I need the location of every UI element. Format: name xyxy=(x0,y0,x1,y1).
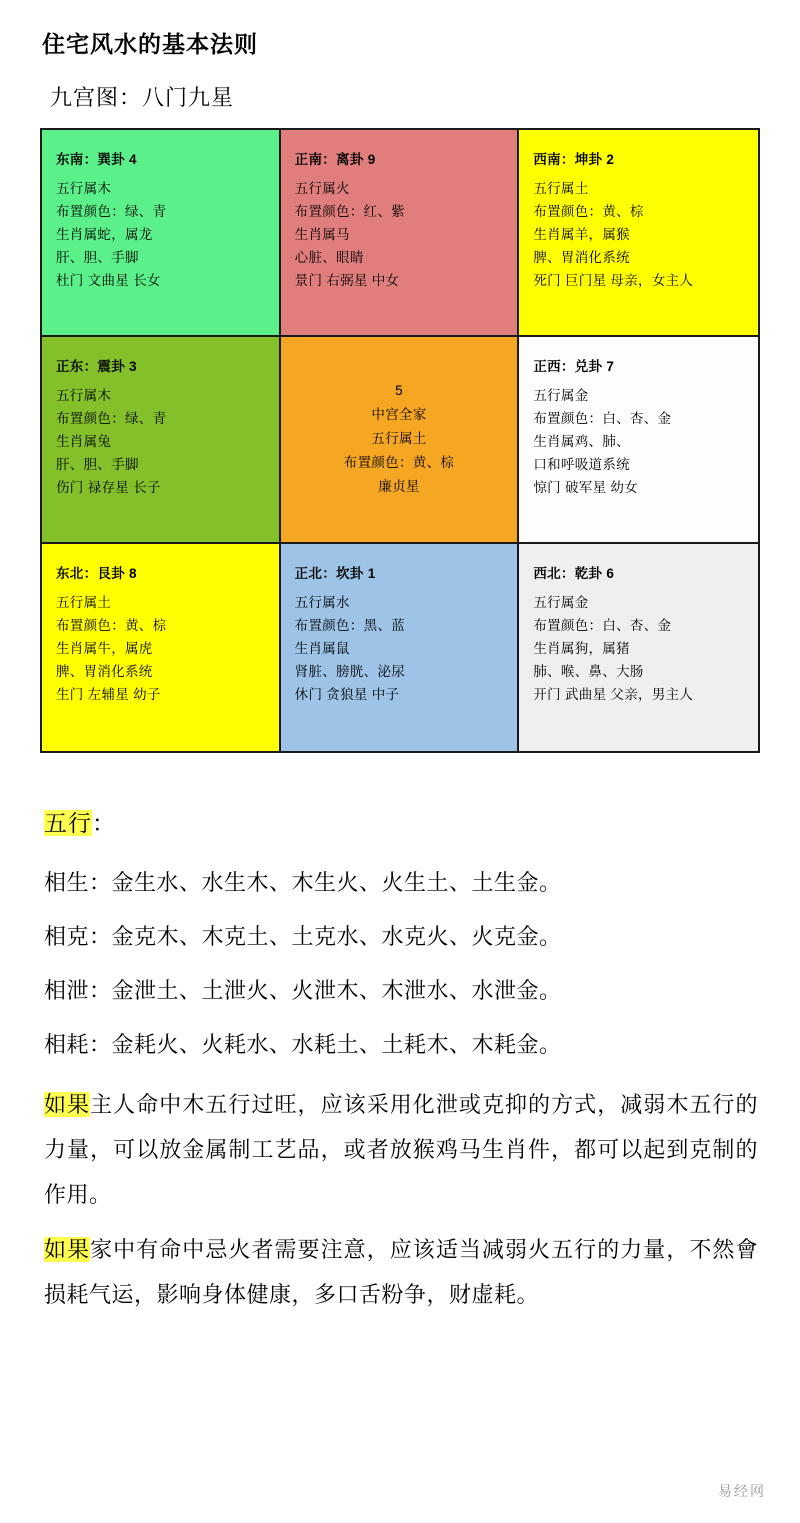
cell-line: 布置颜色：黄、棕 xyxy=(56,618,167,633)
cell-line: 心脏、眼睛 xyxy=(294,250,364,265)
cell-line: 五行属金 xyxy=(533,595,589,610)
cell-line: 休门 贪狼星 中子 xyxy=(294,687,400,702)
wuxing-heading-highlight: 五行 xyxy=(44,810,92,836)
section-subtitle: 九宫图：八门九星 xyxy=(50,85,235,110)
wuxing-heading xyxy=(44,805,760,838)
cell-line: 杜门 文曲星 长女 xyxy=(56,273,161,288)
paragraph-text: 家中有命中忌火者需要注意，应该适当减弱火五行的力量，不然會损耗气运，影响身体健康，多口舌粉争，财虚耗。 xyxy=(44,1237,758,1307)
cell-heading: 东南：巽卦 4 xyxy=(56,152,137,167)
cell-line: 布置颜色：黄、棕 xyxy=(343,455,455,470)
grid-cell-center xyxy=(281,337,520,544)
cell-heading: 东北：艮卦 8 xyxy=(56,566,137,581)
cell-line: 廉贞星 xyxy=(378,479,420,494)
paragraph-highlight: 如果 xyxy=(44,1092,91,1117)
cell-line: 惊门 破军星 幼女 xyxy=(533,480,639,495)
cell-heading: 西南：坤卦 2 xyxy=(533,152,615,167)
cell-line: 五行属金 xyxy=(533,388,589,403)
nine-palace-grid xyxy=(40,128,760,753)
cell-line: 布置颜色：白、杏、金 xyxy=(533,411,672,426)
cell-line: 生门 左辅星 幼子 xyxy=(56,687,161,702)
cell-line: 生肖属羊，属猴 xyxy=(533,227,630,242)
cell-line: 五行属木 xyxy=(56,181,112,196)
cell-heading: 正南：离卦 9 xyxy=(294,152,376,167)
cell-line: 生肖属兔 xyxy=(56,434,112,449)
relation-line-hao: 相耗：金耗火、火耗水、水耗土、土耗木、木耗金。 xyxy=(44,1032,562,1057)
cell-line: 生肖属狗，属猪 xyxy=(533,641,630,656)
cell-line: 生肖属鼠 xyxy=(294,641,350,656)
cell-line: 五行属土 xyxy=(56,595,112,610)
cell-line: 五行属土 xyxy=(371,431,427,446)
paragraph-text: 主人命中木五行过旺，应该采用化泄或克抑的方式，减弱木五行的力量，可以放金属制工艺品，或者放猴鸡马生肖件，都可以起到克制的作用。 xyxy=(44,1092,758,1207)
cell-line: 5 xyxy=(395,383,403,398)
paragraph-wood-excess xyxy=(44,1082,758,1217)
cell-line: 肝、胆、手脚 xyxy=(56,250,139,265)
grid-cell-north xyxy=(281,544,520,751)
relation-line-xie: 相泄：金泄土、土泄火、火泄木、木泄水、水泄金。 xyxy=(44,978,562,1003)
cell-line: 生肖属鸡、肺、 xyxy=(533,434,630,449)
cell-line: 中宫全家 xyxy=(371,407,427,422)
grid-cell-northwest xyxy=(519,544,758,751)
cell-line: 肺、喉、鼻、大肠 xyxy=(533,664,644,679)
cell-line: 布置颜色：红、紫 xyxy=(294,204,406,219)
relation-line-ke: 相克：金克木、木克土、土克水、水克火、火克金。 xyxy=(44,924,562,949)
relation-line-sheng: 相生：金生水、水生木、木生火、火生土、土生金。 xyxy=(44,870,562,895)
wuxing-heading-rest: ： xyxy=(92,810,116,836)
cell-heading: 西北：乾卦 6 xyxy=(533,566,615,581)
cell-line: 脾、胃消化系统 xyxy=(56,664,153,679)
cell-line: 开门 武曲星 父亲，男主人 xyxy=(533,687,694,702)
page-title: 住宅风水的基本法则 xyxy=(42,31,258,57)
cell-line: 五行属木 xyxy=(56,388,112,403)
grid-cell-east xyxy=(42,337,281,544)
cell-line: 布置颜色：白、杏、金 xyxy=(533,618,672,633)
cell-line: 生肖属蛇，属龙 xyxy=(56,227,153,242)
grid-cell-west xyxy=(519,337,758,544)
cell-line: 生肖属马 xyxy=(294,227,350,242)
cell-line: 布置颜色：绿、青 xyxy=(56,411,167,426)
cell-line: 布置颜色：黄、棕 xyxy=(533,204,644,219)
cell-line: 脾、胃消化系统 xyxy=(533,250,630,265)
cell-line: 五行属水 xyxy=(294,595,350,610)
grid-cell-southwest xyxy=(519,130,758,337)
cell-line: 伤门 禄存星 长子 xyxy=(56,480,161,495)
cell-line: 布置颜色：黑、蓝 xyxy=(294,618,406,633)
cell-line: 口和呼吸道系统 xyxy=(533,457,630,472)
cell-line: 肝、胆、手脚 xyxy=(56,457,139,472)
cell-line: 布置颜色：绿、青 xyxy=(56,204,167,219)
cell-line: 五行属土 xyxy=(533,181,589,196)
cell-line: 五行属火 xyxy=(294,181,350,196)
wuxing-section xyxy=(40,805,760,1317)
cell-line: 生肖属牛，属虎 xyxy=(56,641,153,656)
cell-heading: 正西：兑卦 7 xyxy=(533,359,615,374)
paragraph-highlight: 如果 xyxy=(44,1237,91,1262)
paragraph-fire-avoid xyxy=(44,1227,758,1317)
cell-heading: 正东：震卦 3 xyxy=(56,359,137,374)
watermark: 易经网 xyxy=(718,1483,766,1499)
cell-heading: 正北：坎卦 1 xyxy=(294,566,376,581)
grid-cell-southeast xyxy=(42,130,281,337)
grid-cell-south xyxy=(281,130,520,337)
cell-line: 肾脏、膀胱、泌尿 xyxy=(294,664,406,679)
cell-line: 死门 巨门星 母亲，女主人 xyxy=(533,273,694,288)
grid-cell-northeast xyxy=(42,544,281,751)
cell-line: 景门 右弼星 中女 xyxy=(294,273,400,288)
